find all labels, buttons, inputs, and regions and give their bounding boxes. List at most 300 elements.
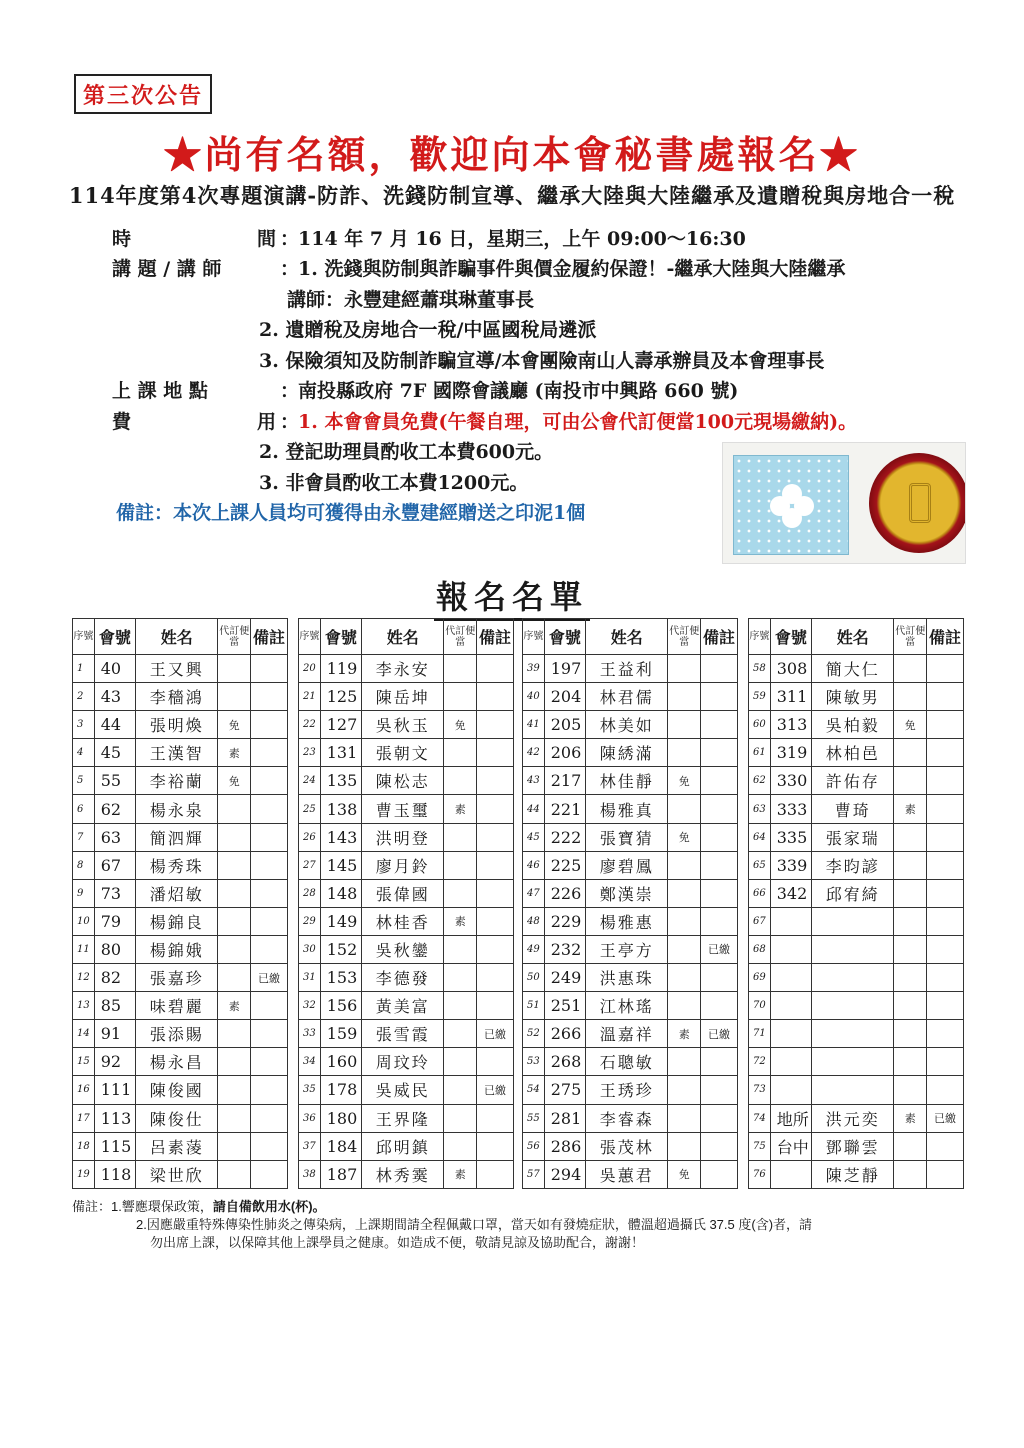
member-no-cell: 313	[770, 711, 811, 739]
name-cell: 林佳靜	[585, 767, 668, 795]
table-row	[299, 935, 514, 963]
lunch-cell	[668, 711, 701, 739]
topic-1-speaker: 講師：永豐建經蕭琪琳董事長	[287, 288, 535, 311]
table-row	[299, 992, 514, 1020]
table-row	[299, 739, 514, 767]
name-cell: 王漢智	[135, 739, 218, 767]
header-note: 備註	[927, 619, 964, 655]
table-row	[73, 1020, 288, 1048]
table-row	[523, 1020, 738, 1048]
note-cell	[701, 1076, 738, 1104]
seq-cell: 39	[523, 655, 545, 683]
member-no-cell: 62	[94, 795, 135, 823]
member-no-cell	[770, 1160, 811, 1188]
seq-cell: 48	[523, 907, 545, 935]
member-no-cell: 63	[94, 823, 135, 851]
name-cell: 鄭漢崇	[585, 879, 668, 907]
name-cell: 楊永昌	[135, 1048, 218, 1076]
lunch-cell: 免	[444, 711, 477, 739]
table-row	[299, 655, 514, 683]
seq-cell: 59	[749, 683, 771, 711]
member-no-cell: 40	[94, 655, 135, 683]
seq-cell: 11	[73, 935, 95, 963]
header-lunch: 代訂便當	[444, 619, 477, 655]
lunch-cell	[668, 935, 701, 963]
note-cell	[251, 992, 288, 1020]
member-no-cell: 221	[544, 795, 585, 823]
name-cell: 吳威民	[361, 1076, 444, 1104]
lunch-cell	[444, 1048, 477, 1076]
seq-cell: 50	[523, 964, 545, 992]
name-cell: 石聰敏	[585, 1048, 668, 1076]
seq-cell: 62	[749, 767, 771, 795]
member-no-cell: 319	[770, 739, 811, 767]
table-row	[523, 683, 738, 711]
table-header-row	[749, 619, 964, 655]
table-row	[73, 1048, 288, 1076]
member-no-cell	[770, 1048, 811, 1076]
lunch-cell	[668, 739, 701, 767]
footnote-line-2: 2.因應嚴重特殊傳染性肺炎之傳染病，上課期間請全程佩戴口罩，當天如有發燒症狀，體溫超過攝氏 37.5 度(含)者，請	[136, 1217, 813, 1232]
member-no-cell: 197	[544, 655, 585, 683]
name-cell: 楊永泉	[135, 795, 218, 823]
name-cell: 王琇珍	[585, 1076, 668, 1104]
lunch-cell	[894, 739, 927, 767]
seq-cell: 73	[749, 1076, 771, 1104]
member-no-cell: 217	[544, 767, 585, 795]
note-cell	[251, 683, 288, 711]
member-no-cell: 187	[320, 1160, 361, 1188]
table-row	[749, 907, 964, 935]
member-no-cell: 91	[94, 1020, 135, 1048]
member-no-cell: 335	[770, 823, 811, 851]
member-no-cell: 43	[94, 683, 135, 711]
lunch-cell	[894, 992, 927, 1020]
lunch-cell	[444, 964, 477, 992]
lunch-cell: 免	[668, 767, 701, 795]
note-cell	[701, 739, 738, 767]
member-no-cell: 333	[770, 795, 811, 823]
table-row	[73, 655, 288, 683]
note-cell	[701, 1132, 738, 1160]
note-cell	[927, 1132, 964, 1160]
info-fee	[112, 405, 972, 436]
table-row	[73, 1160, 288, 1188]
table-row	[73, 1132, 288, 1160]
note-cell	[477, 739, 514, 767]
note-cell	[701, 767, 738, 795]
note-cell	[251, 907, 288, 935]
member-no-cell: 275	[544, 1076, 585, 1104]
note-cell	[477, 683, 514, 711]
member-no-cell: 80	[94, 935, 135, 963]
table-row	[299, 1020, 514, 1048]
member-no-cell: 178	[320, 1076, 361, 1104]
lunch-cell	[668, 655, 701, 683]
lunch-cell	[894, 655, 927, 683]
seq-cell: 74	[749, 1104, 771, 1132]
fee-1: 1. 本會會員免費(午餐自理，可由公會代訂便當100元現場繳納)。	[298, 410, 858, 433]
header-note: 備註	[701, 619, 738, 655]
member-no-cell: 222	[544, 823, 585, 851]
note-cell	[251, 1160, 288, 1188]
table-row	[299, 823, 514, 851]
lunch-cell	[668, 964, 701, 992]
seq-cell: 13	[73, 992, 95, 1020]
lunch-cell	[218, 851, 251, 879]
note-cell: 已繳	[701, 1020, 738, 1048]
header-lunch: 代訂便當	[218, 619, 251, 655]
member-no-cell: 311	[770, 683, 811, 711]
header-name: 姓名	[585, 619, 668, 655]
name-cell: 張家瑞	[811, 823, 894, 851]
seq-cell: 7	[73, 823, 95, 851]
table-row	[749, 879, 964, 907]
lunch-cell	[218, 879, 251, 907]
lunch-cell: 素	[444, 1160, 477, 1188]
note-cell	[927, 1020, 964, 1048]
table-header-row	[523, 619, 738, 655]
table-row	[523, 879, 738, 907]
seq-cell: 28	[299, 879, 321, 907]
member-no-cell: 125	[320, 683, 361, 711]
member-no-cell: 281	[544, 1104, 585, 1132]
seq-cell: 68	[749, 935, 771, 963]
note-cell	[701, 964, 738, 992]
lunch-cell	[218, 1048, 251, 1076]
lunch-cell	[444, 683, 477, 711]
lunch-cell	[218, 1104, 251, 1132]
table-row	[299, 795, 514, 823]
table-row	[73, 1104, 288, 1132]
lunch-cell	[668, 683, 701, 711]
lunch-cell	[218, 1132, 251, 1160]
registration-list-title	[0, 572, 1024, 618]
lunch-cell	[444, 1076, 477, 1104]
table-row	[523, 935, 738, 963]
lunch-cell	[444, 851, 477, 879]
name-cell: 廖月鈴	[361, 851, 444, 879]
seq-cell: 12	[73, 964, 95, 992]
lunch-cell	[668, 907, 701, 935]
fee-key-2: 用	[256, 410, 276, 433]
seq-cell: 56	[523, 1132, 545, 1160]
note-cell	[701, 711, 738, 739]
note-cell	[701, 992, 738, 1020]
lunch-cell	[444, 992, 477, 1020]
note-cell	[927, 739, 964, 767]
member-no-cell: 55	[94, 767, 135, 795]
table-row	[523, 907, 738, 935]
table-row	[749, 1160, 964, 1188]
member-no-cell: 339	[770, 851, 811, 879]
table-row	[299, 1132, 514, 1160]
member-no-cell: 73	[94, 879, 135, 907]
header-note: 備註	[477, 619, 514, 655]
name-cell: 陳綉滿	[585, 739, 668, 767]
member-no-cell: 251	[544, 992, 585, 1020]
member-no-cell: 111	[94, 1076, 135, 1104]
member-no-cell: 225	[544, 851, 585, 879]
note-cell	[701, 795, 738, 823]
name-cell: 林君儒	[585, 683, 668, 711]
lunch-cell	[218, 1076, 251, 1104]
name-cell: 梁世欣	[135, 1160, 218, 1188]
note-cell	[927, 1160, 964, 1188]
note-cell	[251, 935, 288, 963]
note-cell	[477, 711, 514, 739]
name-cell: 楊雅真	[585, 795, 668, 823]
note-cell	[251, 739, 288, 767]
lunch-cell	[444, 655, 477, 683]
member-no-cell: 330	[770, 767, 811, 795]
table-row	[299, 1076, 514, 1104]
registration-table-3	[522, 618, 738, 1189]
table-row	[749, 711, 964, 739]
note-cell	[927, 1076, 964, 1104]
table-row	[749, 964, 964, 992]
member-no-cell: 143	[320, 823, 361, 851]
member-no-cell: 145	[320, 851, 361, 879]
lunch-cell	[218, 907, 251, 935]
table-row	[749, 683, 964, 711]
table-row	[749, 655, 964, 683]
table-row	[523, 655, 738, 683]
name-cell: 張添賜	[135, 1020, 218, 1048]
lunch-cell	[444, 1104, 477, 1132]
seq-cell: 33	[299, 1020, 321, 1048]
note-cell	[477, 795, 514, 823]
seq-cell: 8	[73, 851, 95, 879]
name-cell: 李睿森	[585, 1104, 668, 1132]
member-no-cell: 226	[544, 879, 585, 907]
name-cell: 曹琦	[811, 795, 894, 823]
lunch-cell	[894, 907, 927, 935]
seq-cell: 64	[749, 823, 771, 851]
note-cell	[477, 655, 514, 683]
name-cell: 呂素蓤	[135, 1132, 218, 1160]
name-cell: 王界隆	[361, 1104, 444, 1132]
member-no-cell: 266	[544, 1020, 585, 1048]
lunch-cell	[218, 935, 251, 963]
footnote	[72, 1198, 972, 1252]
member-no-cell: 67	[94, 851, 135, 879]
info-topic-3	[112, 344, 972, 375]
note-cell	[477, 879, 514, 907]
table-row	[73, 907, 288, 935]
header-seq: 序號	[523, 619, 545, 655]
seq-cell: 14	[73, 1020, 95, 1048]
clover-icon	[770, 484, 814, 528]
member-no-cell: 308	[770, 655, 811, 683]
seq-cell: 6	[73, 795, 95, 823]
lunch-cell	[668, 992, 701, 1020]
member-no-cell: 82	[94, 964, 135, 992]
seq-cell: 35	[299, 1076, 321, 1104]
lunch-cell	[894, 767, 927, 795]
note-cell: 已繳	[701, 935, 738, 963]
fee-key-1: 費	[112, 410, 132, 433]
seq-cell: 41	[523, 711, 545, 739]
info-key-fee	[112, 407, 280, 434]
lunch-cell	[444, 935, 477, 963]
table-row	[523, 964, 738, 992]
seq-cell: 25	[299, 795, 321, 823]
info-time	[112, 222, 972, 253]
note-cell	[927, 767, 964, 795]
lunch-cell: 免	[668, 1160, 701, 1188]
name-cell: 洪明登	[361, 823, 444, 851]
note-cell	[251, 795, 288, 823]
seq-cell: 29	[299, 907, 321, 935]
seq-cell: 51	[523, 992, 545, 1020]
seq-cell: 61	[749, 739, 771, 767]
name-cell: 張朝文	[361, 739, 444, 767]
name-cell: 楊錦良	[135, 907, 218, 935]
info-key-place: 上 課 地 點	[112, 380, 208, 403]
note-cell	[477, 851, 514, 879]
seq-cell: 21	[299, 683, 321, 711]
lunch-cell: 素	[218, 739, 251, 767]
header-name: 姓名	[811, 619, 894, 655]
name-cell: 黃美富	[361, 992, 444, 1020]
table-header-row	[299, 619, 514, 655]
topic-1: 1. 洗錢與防制與詐騙事件與價金履約保證！-繼承大陸與大陸繼承	[298, 258, 846, 281]
name-cell: 鄧聯雲	[811, 1132, 894, 1160]
table-row	[749, 1020, 964, 1048]
seq-cell: 34	[299, 1048, 321, 1076]
member-no-cell	[770, 964, 811, 992]
lunch-cell	[218, 964, 251, 992]
seq-cell: 72	[749, 1048, 771, 1076]
table-row	[73, 879, 288, 907]
table-row	[523, 823, 738, 851]
note-cell	[701, 655, 738, 683]
table-row	[523, 711, 738, 739]
lunch-cell	[444, 823, 477, 851]
note-cell	[477, 935, 514, 963]
name-cell: 王益利	[585, 655, 668, 683]
lunch-cell: 免	[894, 711, 927, 739]
name-cell: 陳岳坤	[361, 683, 444, 711]
seq-cell: 57	[523, 1160, 545, 1188]
member-no-cell: 45	[94, 739, 135, 767]
note-cell	[251, 1020, 288, 1048]
info-place	[112, 375, 972, 406]
table-row	[749, 1104, 964, 1132]
seal-emblem-icon	[909, 483, 931, 523]
table-row	[749, 851, 964, 879]
seq-cell: 10	[73, 907, 95, 935]
note-cell: 已繳	[477, 1020, 514, 1048]
member-no-cell	[770, 1020, 811, 1048]
member-no-cell: 149	[320, 907, 361, 935]
lunch-cell	[668, 795, 701, 823]
name-cell: 楊秀珠	[135, 851, 218, 879]
name-cell	[811, 1076, 894, 1104]
table-row	[299, 1160, 514, 1188]
table-row	[73, 795, 288, 823]
member-no-cell: 92	[94, 1048, 135, 1076]
table-row	[299, 1104, 514, 1132]
ink-pad-photo	[722, 442, 966, 564]
member-no-cell: 180	[320, 1104, 361, 1132]
member-no-cell: 206	[544, 739, 585, 767]
seq-cell: 76	[749, 1160, 771, 1188]
lunch-cell	[668, 1104, 701, 1132]
name-cell: 潘炤敏	[135, 879, 218, 907]
table-row	[523, 739, 738, 767]
member-no-cell: 135	[320, 767, 361, 795]
table-row	[523, 1076, 738, 1104]
seq-cell: 67	[749, 907, 771, 935]
name-cell: 溫嘉祥	[585, 1020, 668, 1048]
remark-text: 備註：本次上課人員均可獲得由永豐建經贈送之印泥1個	[116, 502, 586, 525]
table-row	[749, 1048, 964, 1076]
header-name: 姓名	[361, 619, 444, 655]
header-seq: 序號	[73, 619, 95, 655]
note-cell	[251, 1132, 288, 1160]
table-row	[749, 795, 964, 823]
lunch-cell	[894, 1076, 927, 1104]
seq-cell: 5	[73, 767, 95, 795]
table-row	[523, 795, 738, 823]
seq-cell: 75	[749, 1132, 771, 1160]
seq-cell: 71	[749, 1020, 771, 1048]
seq-cell: 30	[299, 935, 321, 963]
note-cell	[477, 964, 514, 992]
name-cell: 李德發	[361, 964, 444, 992]
seq-cell: 69	[749, 964, 771, 992]
seq-cell: 24	[299, 767, 321, 795]
table-row	[73, 823, 288, 851]
table-row	[749, 992, 964, 1020]
lunch-cell	[668, 1076, 701, 1104]
colon: ：	[280, 380, 300, 403]
header-lunch: 代訂便當	[668, 619, 701, 655]
table-row	[73, 767, 288, 795]
topic-2: 2. 遺贈稅及房地合一稅/中區國稅局遴派	[259, 319, 597, 342]
note-cell	[701, 851, 738, 879]
time-key-2: 間	[256, 227, 276, 250]
table-row	[523, 851, 738, 879]
table-row	[73, 1076, 288, 1104]
table-row	[299, 1048, 514, 1076]
colon: ：	[280, 258, 300, 281]
name-cell: 林美如	[585, 711, 668, 739]
table-row	[749, 1132, 964, 1160]
note-cell	[927, 935, 964, 963]
name-cell	[811, 907, 894, 935]
time-value: 114 年 7 月 16 日，星期三，上午 09:00～16:30	[298, 227, 746, 250]
note-cell	[927, 683, 964, 711]
header-member-no: 會號	[544, 619, 585, 655]
name-cell: 陳芝靜	[811, 1160, 894, 1188]
name-cell: 許佑存	[811, 767, 894, 795]
note-cell	[927, 964, 964, 992]
member-no-cell: 229	[544, 907, 585, 935]
name-cell: 張寶猜	[585, 823, 668, 851]
lunch-cell: 素	[444, 795, 477, 823]
table-row	[299, 907, 514, 935]
name-cell: 王又興	[135, 655, 218, 683]
note-cell	[477, 767, 514, 795]
table-row	[73, 711, 288, 739]
header-seq: 序號	[299, 619, 321, 655]
seq-cell: 16	[73, 1076, 95, 1104]
seq-cell: 17	[73, 1104, 95, 1132]
table-row	[523, 767, 738, 795]
